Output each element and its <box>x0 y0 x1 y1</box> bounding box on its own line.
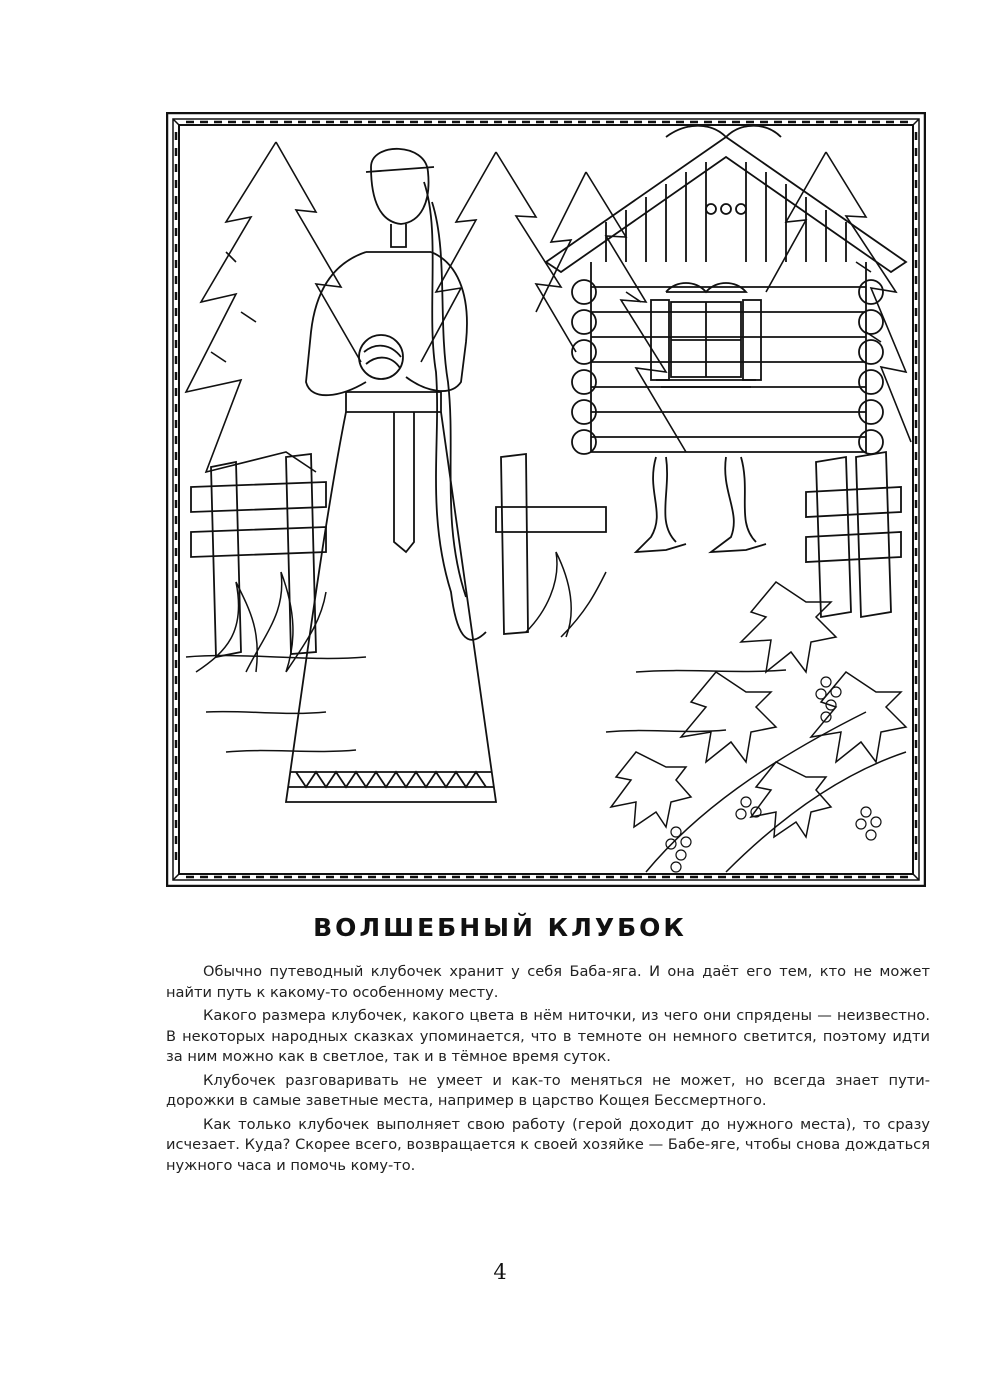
hut-on-chicken-legs <box>546 126 906 552</box>
paragraph: Обычно путеводный клубочек хранит у себя Баба-яга. И она даёт его тем, кто не может найти путь к какому-то особенному месту. <box>166 963 930 1001</box>
paragraph: Как только клубочек выполняет свою работу (герой доходит до нужного места), то сразу исчезает. Куда? Скорее всего, возвращается к своей хозяйке — Бабе-яге, чтобы снова дождаться нужного часа и помочь кому-то. <box>166 1115 930 1174</box>
article-body <box>166 962 930 1179</box>
article-title: ВОЛШЕБНЫЙ КЛУБОК <box>313 913 687 942</box>
paragraph: Клубочек разговаривать не умеет и как-то меняться не может, но всегда знает пути-дорожки в самые заветные места, например в царство Кощея Бессмертного. <box>166 1071 930 1109</box>
ground-and-plants <box>186 552 786 752</box>
wooden-fence <box>191 452 901 657</box>
ornamental-border <box>167 113 925 886</box>
paragraph: Какого размера клубочек, какого цвета в нём ниточки, из чего они спрядены — неизвестно. В некоторых народных сказках упоминается, что в темноте он немного светится, поэтому идти за ним можно как в светлое, так и в тёмное время суток. <box>166 1007 930 1065</box>
page-number: 4 <box>493 1260 507 1284</box>
spruce-trees <box>186 142 911 472</box>
illustration <box>166 112 926 887</box>
berry-bush <box>611 582 906 872</box>
